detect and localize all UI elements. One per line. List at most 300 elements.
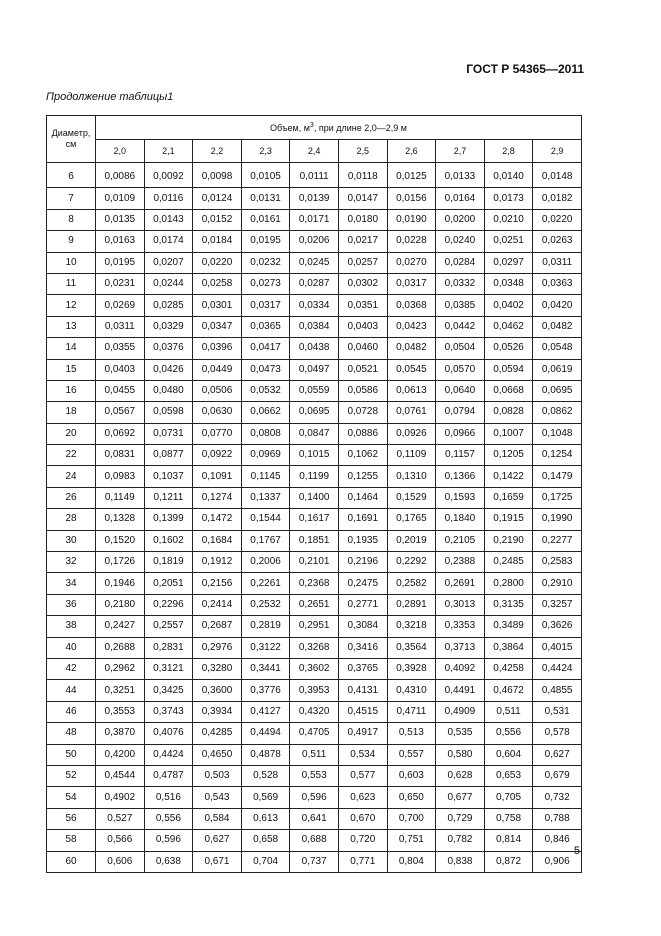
diameter-cell: 40: [47, 637, 96, 658]
volume-cell: 0,1935: [338, 530, 387, 551]
volume-cell: 0,3416: [338, 637, 387, 658]
volume-cell: 0,0180: [338, 209, 387, 230]
volume-cell: 0,3602: [290, 658, 339, 679]
volume-cell: 0,0220: [193, 252, 242, 273]
diameter-cell: 15: [47, 359, 96, 380]
volume-cell: 0,623: [338, 787, 387, 808]
volume-cell: 0,0135: [96, 209, 145, 230]
volume-cell: 0,2296: [144, 594, 193, 615]
volume-cell: 0,0368: [387, 295, 436, 316]
volume-cell: 0,2557: [144, 616, 193, 637]
volume-cell: 0,516: [144, 787, 193, 808]
volume-cell: 0,0545: [387, 359, 436, 380]
volume-cell: 0,0482: [533, 316, 582, 337]
volume-cell: 0,3953: [290, 680, 339, 701]
volume-cell: 0,0332: [436, 273, 485, 294]
volume-cell: 0,2951: [290, 616, 339, 637]
volume-cell: 0,4711: [387, 701, 436, 722]
volume-cell: 0,0692: [96, 423, 145, 444]
volume-cell: 0,513: [387, 723, 436, 744]
length-header-cell: 2,5: [338, 139, 387, 163]
volume-cell: 0,2277: [533, 530, 582, 551]
volume-cell: 0,1109: [387, 445, 436, 466]
length-header-cell: 2,3: [241, 139, 290, 163]
volume-cell: 0,569: [241, 787, 290, 808]
volume-cell: 0,4424: [533, 658, 582, 679]
volume-cell: 0,653: [484, 765, 533, 786]
diameter-cell: 58: [47, 830, 96, 851]
volume-cell: 0,543: [193, 787, 242, 808]
volume-cell: 0,556: [144, 808, 193, 829]
volume-cell: 0,1422: [484, 466, 533, 487]
volume-cell: 0,2196: [338, 552, 387, 573]
volume-cell: 0,0548: [533, 338, 582, 359]
volume-cell: 0,1400: [290, 487, 339, 508]
diameter-cell: 30: [47, 530, 96, 551]
volume-cell: 0,4544: [96, 765, 145, 786]
volume-cell: 0,0862: [533, 402, 582, 423]
volume-cell: 0,0143: [144, 209, 193, 230]
volume-header-sup: 3: [309, 121, 314, 129]
table-row: [47, 487, 582, 508]
diameter-cell: 13: [47, 316, 96, 337]
volume-cell: 0,2691: [436, 573, 485, 594]
volume-cell: 0,0922: [193, 445, 242, 466]
volume-cell: 0,679: [533, 765, 582, 786]
volume-cell: 0,606: [96, 851, 145, 872]
volume-cell: 0,0473: [241, 359, 290, 380]
diameter-cell: 34: [47, 573, 96, 594]
volume-cell: 0,2688: [96, 637, 145, 658]
table-row: [47, 380, 582, 401]
volume-cell: 0,0174: [144, 231, 193, 252]
volume-cell: 0,771: [338, 851, 387, 872]
volume-cell: 0,4131: [338, 680, 387, 701]
volume-cell: 0,641: [290, 808, 339, 829]
volume-cell: 0,3280: [193, 658, 242, 679]
volume-cell: 0,3626: [533, 616, 582, 637]
volume-cell: 0,0195: [241, 231, 290, 252]
volume-cell: 0,2475: [338, 573, 387, 594]
volume-cell: 0,0506: [193, 380, 242, 401]
volume-cell: 0,4917: [338, 723, 387, 744]
volume-cell: 0,2910: [533, 573, 582, 594]
volume-cell: 0,700: [387, 808, 436, 829]
length-header-cell: 2,4: [290, 139, 339, 163]
volume-cell: 0,1767: [241, 530, 290, 551]
volume-cell: 0,2292: [387, 552, 436, 573]
diameter-cell: 20: [47, 423, 96, 444]
volume-cell: 0,0152: [193, 209, 242, 230]
volume-cell: 0,0245: [290, 252, 339, 273]
volume-cell: 0,0139: [290, 188, 339, 209]
volume-cell: 0,0163: [96, 231, 145, 252]
volume-cell: 0,627: [193, 830, 242, 851]
volume-cell: 0,3553: [96, 701, 145, 722]
volume-cell: 0,0619: [533, 359, 582, 380]
volume-cell: 0,3870: [96, 723, 145, 744]
volume-cell: 0,0365: [241, 316, 290, 337]
diameter-cell: 22: [47, 445, 96, 466]
volume-cell: 0,1472: [193, 509, 242, 530]
volume-cell: 0,2831: [144, 637, 193, 658]
volume-cell: 0,2582: [387, 573, 436, 594]
volume-cell: 0,0171: [290, 209, 339, 230]
diameter-cell: 32: [47, 552, 96, 573]
volume-cell: 0,1725: [533, 487, 582, 508]
volume-cell: 0,0334: [290, 295, 339, 316]
volume-cell: 0,0983: [96, 466, 145, 487]
volume-cell: 0,2105: [436, 530, 485, 551]
table-row: [47, 573, 582, 594]
volume-cell: 0,4015: [533, 637, 582, 658]
volume-cell: 0,0351: [338, 295, 387, 316]
table-row: [47, 509, 582, 530]
diameter-cell: 42: [47, 658, 96, 679]
table-row: [47, 316, 582, 337]
volume-cell: 0,671: [193, 851, 242, 872]
volume-cell: 0,0630: [193, 402, 242, 423]
table-row: [47, 830, 582, 851]
volume-cell: 0,1990: [533, 509, 582, 530]
volume-header-prefix: Объем, м: [270, 122, 310, 133]
volume-cell: 0,0311: [96, 316, 145, 337]
volume-cell: 0,0877: [144, 445, 193, 466]
volume-cell: 0,1328: [96, 509, 145, 530]
volume-cell: 0,0728: [338, 402, 387, 423]
volume-cell: 0,0613: [387, 380, 436, 401]
table-row: [47, 252, 582, 273]
volume-cell: 0,0133: [436, 163, 485, 188]
volume-cell: 0,1048: [533, 423, 582, 444]
volume-cell: 0,0098: [193, 163, 242, 188]
volume-cell: 0,0287: [290, 273, 339, 294]
volume-cell: 0,4878: [241, 744, 290, 765]
volume-cell: 0,3776: [241, 680, 290, 701]
table-row: [47, 744, 582, 765]
volume-cell: 0,0302: [338, 273, 387, 294]
volume-cell: 0,0297: [484, 252, 533, 273]
volume-cell: 0,1593: [436, 487, 485, 508]
volume-cell: 0,2427: [96, 616, 145, 637]
volume-cell: 0,0148: [533, 163, 582, 188]
volume-cell: 0,1399: [144, 509, 193, 530]
volume-column-header: [96, 116, 582, 140]
volume-cell: 0,0586: [338, 380, 387, 401]
volume-cell: 0,0124: [193, 188, 242, 209]
volume-cell: 0,0662: [241, 402, 290, 423]
volume-cell: 0,2019: [387, 530, 436, 551]
volume-cell: 0,3765: [338, 658, 387, 679]
volume-cell: 0,838: [436, 851, 485, 872]
volume-cell: 0,0125: [387, 163, 436, 188]
volume-cell: 0,4076: [144, 723, 193, 744]
volume-cell: 0,3353: [436, 616, 485, 637]
volume-cell: 0,0417: [241, 338, 290, 359]
volume-cell: 0,2180: [96, 594, 145, 615]
volume-cell: 0,613: [241, 808, 290, 829]
volume-cell: 0,2388: [436, 552, 485, 573]
volume-cell: 0,511: [290, 744, 339, 765]
volume-cell: 0,0770: [193, 423, 242, 444]
diameter-cell: 48: [47, 723, 96, 744]
volume-cell: 0,0109: [96, 188, 145, 209]
volume-cell: 0,1255: [338, 466, 387, 487]
volume-cell: 0,1726: [96, 552, 145, 573]
volume-cell: 0,0086: [96, 163, 145, 188]
volume-cell: 0,578: [533, 723, 582, 744]
volume-cell: 0,0966: [436, 423, 485, 444]
volume-cell: 0,603: [387, 765, 436, 786]
volume-cell: 0,584: [193, 808, 242, 829]
volume-cell: 0,3122: [241, 637, 290, 658]
volume-cell: 0,528: [241, 765, 290, 786]
volume-cell: 0,0455: [96, 380, 145, 401]
volume-cell: 0,557: [387, 744, 436, 765]
volume-cell: 0,0886: [338, 423, 387, 444]
volume-cell: 0,2583: [533, 552, 582, 573]
volume-cell: 0,0207: [144, 252, 193, 273]
table-row: [47, 680, 582, 701]
table-row: [47, 359, 582, 380]
volume-cell: 0,814: [484, 830, 533, 851]
volume-cell: 0,0156: [387, 188, 436, 209]
diameter-cell: 38: [47, 616, 96, 637]
volume-cell: 0,3425: [144, 680, 193, 701]
volume-cell: 0,4310: [387, 680, 436, 701]
volume-cell: 0,804: [387, 851, 436, 872]
volume-cell: 0,0301: [193, 295, 242, 316]
volume-cell: 0,531: [533, 701, 582, 722]
volume-cell: 0,737: [290, 851, 339, 872]
volume-cell: 0,751: [387, 830, 436, 851]
volume-cell: 0,3564: [387, 637, 436, 658]
diameter-cell: 10: [47, 252, 96, 273]
volume-cell: 0,906: [533, 851, 582, 872]
volume-cell: 0,0926: [387, 423, 436, 444]
volume-cell: 0,704: [241, 851, 290, 872]
volume-cell: 0,0794: [436, 402, 485, 423]
volume-cell: 0,1544: [241, 509, 290, 530]
volume-cell: 0,3084: [338, 616, 387, 637]
volume-cell: 0,3135: [484, 594, 533, 615]
volume-cell: 0,3743: [144, 701, 193, 722]
volume-cell: 0,596: [144, 830, 193, 851]
volume-cell: 0,1765: [387, 509, 436, 530]
length-header-cell: 2,2: [193, 139, 242, 163]
length-header-cell: 2,1: [144, 139, 193, 163]
volume-cell: 0,0695: [533, 380, 582, 401]
volume-cell: 0,0420: [533, 295, 582, 316]
volume-cell: 0,4285: [193, 723, 242, 744]
volume-cell: 0,872: [484, 851, 533, 872]
diameter-cell: 12: [47, 295, 96, 316]
volume-cell: 0,2962: [96, 658, 145, 679]
volume-cell: 0,2368: [290, 573, 339, 594]
volume-cell: 0,0640: [436, 380, 485, 401]
volume-cell: 0,0251: [484, 231, 533, 252]
volume-cell: 0,0284: [436, 252, 485, 273]
length-header-cell: 2,9: [533, 139, 582, 163]
volume-cell: 0,0131: [241, 188, 290, 209]
diameter-cell: 6: [47, 163, 96, 188]
volume-cell: 0,511: [484, 701, 533, 722]
volume-cell: 0,0231: [96, 273, 145, 294]
volume-cell: 0,1015: [290, 445, 339, 466]
diameter-cell: 24: [47, 466, 96, 487]
volume-cell: 0,3268: [290, 637, 339, 658]
volume-cell: 0,1157: [436, 445, 485, 466]
table-row: [47, 231, 582, 252]
volume-cell: 0,0403: [338, 316, 387, 337]
volume-cell: 0,0504: [436, 338, 485, 359]
diameter-cell: 8: [47, 209, 96, 230]
volume-cell: 0,0570: [436, 359, 485, 380]
table-row: [47, 445, 582, 466]
volume-cell: 0,1366: [436, 466, 485, 487]
volume-cell: 0,0668: [484, 380, 533, 401]
volume-cell: 0,720: [338, 830, 387, 851]
volume-cell: 0,0497: [290, 359, 339, 380]
volume-cell: 0,527: [96, 808, 145, 829]
volume-cell: 0,0526: [484, 338, 533, 359]
volume-cell: 0,580: [436, 744, 485, 765]
volume-cell: 0,782: [436, 830, 485, 851]
diameter-cell: 7: [47, 188, 96, 209]
volume-cell: 0,1464: [338, 487, 387, 508]
volume-cell: 0,1145: [241, 466, 290, 487]
volume-cell: 0,0329: [144, 316, 193, 337]
volume-cell: 0,1337: [241, 487, 290, 508]
volume-cell: 0,3489: [484, 616, 533, 637]
volume-cell: 0,1946: [96, 573, 145, 594]
volume-cell: 0,1037: [144, 466, 193, 487]
diameter-column-header: [47, 116, 96, 163]
volume-cell: 0,677: [436, 787, 485, 808]
volume-cell: 0,553: [290, 765, 339, 786]
volume-cell: 0,0210: [484, 209, 533, 230]
volume-cell: 0,503: [193, 765, 242, 786]
volume-cell: 0,0270: [387, 252, 436, 273]
diameter-header-line1: Диаметр,: [51, 128, 91, 138]
table-row: [47, 701, 582, 722]
volume-cell: 0,732: [533, 787, 582, 808]
diameter-cell: 11: [47, 273, 96, 294]
volume-cell: 0,688: [290, 830, 339, 851]
table-row: [47, 658, 582, 679]
length-header-cell: 2,6: [387, 139, 436, 163]
volume-cell: 0,0195: [96, 252, 145, 273]
volume-cell: 0,2819: [241, 616, 290, 637]
table-row: [47, 163, 582, 188]
document-standard-code: ГОСТ Р 54365—2011: [466, 62, 584, 76]
volume-cell: 0,1205: [484, 445, 533, 466]
table-row: [47, 723, 582, 744]
volume-cell: 0,4672: [484, 680, 533, 701]
volume-cell: 0,534: [338, 744, 387, 765]
volume-cell: 0,0828: [484, 402, 533, 423]
volume-cell: 0,758: [484, 808, 533, 829]
volume-cell: 0,4200: [96, 744, 145, 765]
volume-cell: 0,4424: [144, 744, 193, 765]
volume-cell: 0,2190: [484, 530, 533, 551]
volume-cell: 0,2261: [241, 573, 290, 594]
volume-cell: 0,2976: [193, 637, 242, 658]
page-number: 5: [573, 845, 580, 857]
volume-cell: 0,3251: [96, 680, 145, 701]
volume-cell: 0,0731: [144, 423, 193, 444]
volume-cell: 0,2101: [290, 552, 339, 573]
volume-cell: 0,596: [290, 787, 339, 808]
volume-cell: 0,0376: [144, 338, 193, 359]
volume-cell: 0,0317: [241, 295, 290, 316]
volume-cell: 0,638: [144, 851, 193, 872]
volume-cell: 0,1659: [484, 487, 533, 508]
volume-cell: 0,2006: [241, 552, 290, 573]
volume-cell: 0,556: [484, 723, 533, 744]
volume-cell: 0,0808: [241, 423, 290, 444]
volume-cell: 0,4515: [338, 701, 387, 722]
volume-cell: 0,1691: [338, 509, 387, 530]
volume-cell: 0,3928: [387, 658, 436, 679]
volume-cell: 0,0228: [387, 231, 436, 252]
diameter-cell: 60: [47, 851, 96, 872]
table-row: [47, 594, 582, 615]
volume-cell: 0,3121: [144, 658, 193, 679]
volume-cell: 0,1199: [290, 466, 339, 487]
diameter-header-line2: см: [65, 139, 77, 149]
volume-cell: 0,670: [338, 808, 387, 829]
volume-cell: 0,0480: [144, 380, 193, 401]
volume-cell: 0,0532: [241, 380, 290, 401]
table-row: [47, 188, 582, 209]
volume-cell: 0,2651: [290, 594, 339, 615]
volume-cell: 0,4092: [436, 658, 485, 679]
volume-cell: 0,846: [533, 830, 582, 851]
diameter-cell: 28: [47, 509, 96, 530]
volume-cell: 0,1479: [533, 466, 582, 487]
volume-cell: 0,0258: [193, 273, 242, 294]
volume-cell: 0,0220: [533, 209, 582, 230]
volume-cell: 0,1684: [193, 530, 242, 551]
volume-cell: 0,2771: [338, 594, 387, 615]
volume-cell: 0,0118: [338, 163, 387, 188]
volume-cell: 0,1149: [96, 487, 145, 508]
volume-cell: 0,3013: [436, 594, 485, 615]
volume-cell: 0,0426: [144, 359, 193, 380]
volume-cell: 0,0269: [96, 295, 145, 316]
volume-cell: 0,1602: [144, 530, 193, 551]
length-header-cell: 2,8: [484, 139, 533, 163]
volume-cell: 0,0567: [96, 402, 145, 423]
volume-cell: 0,1520: [96, 530, 145, 551]
volume-cell: 0,0695: [290, 402, 339, 423]
table-row: [47, 295, 582, 316]
volume-cell: 0,788: [533, 808, 582, 829]
volume-cell: 0,1851: [290, 530, 339, 551]
volume-cell: 0,4705: [290, 723, 339, 744]
volume-cell: 0,0423: [387, 316, 436, 337]
volume-cell: 0,4650: [193, 744, 242, 765]
volume-cell: 0,604: [484, 744, 533, 765]
volume-cell: 0,0403: [96, 359, 145, 380]
volume-cell: 0,2051: [144, 573, 193, 594]
volume-cell: 0,650: [387, 787, 436, 808]
length-header-cell: 2,0: [96, 139, 145, 163]
table-row: [47, 466, 582, 487]
volume-cell: 0,2156: [193, 573, 242, 594]
volume-cell: 0,0438: [290, 338, 339, 359]
